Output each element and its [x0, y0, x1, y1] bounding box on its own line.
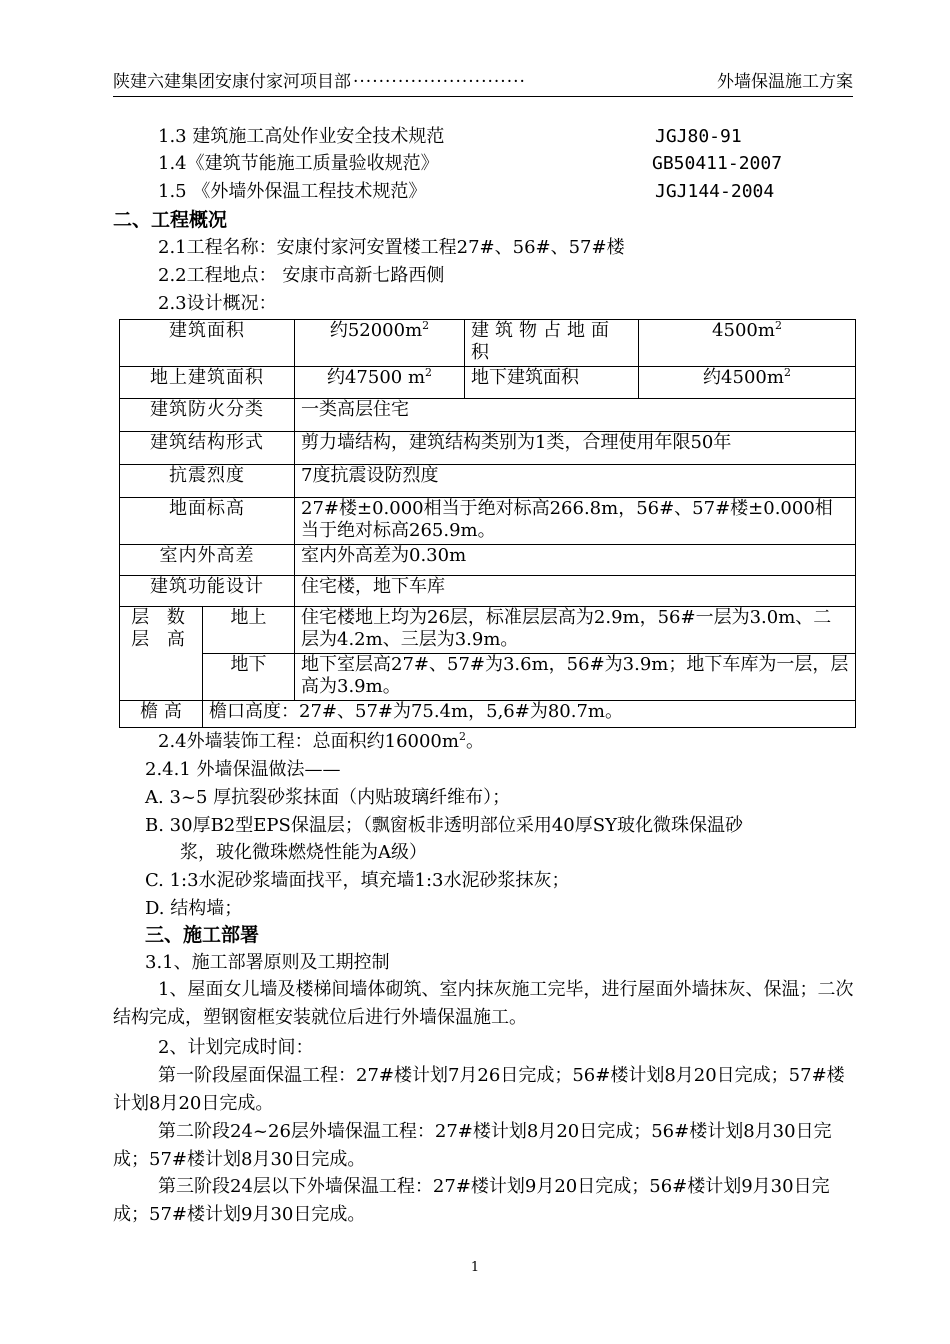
cell-label: 地下: [203, 654, 295, 701]
standard-1-4: 1.4《建筑节能施工质量验收规范》: [158, 153, 439, 174]
cell-value: $4500m^2$: [639, 320, 856, 367]
cell-label: 地上: [203, 607, 295, 654]
paragraph: 第一阶段屋面保温工程：27#楼计划7月26日完成；56#楼计划8月20日完成；57#楼计划8月20日完成。: [113, 1065, 845, 1114]
table-row: [120, 654, 856, 701]
section-3-title: 三、施工部署: [145, 924, 260, 946]
paragraph: 第三阶段24层以下外墙保温工程：27#楼计划9月20日完成；56#楼计划9月30日完成；57#楼计划9月30日完成。: [113, 1176, 830, 1225]
cell-value: 室内外高差为0.30m: [295, 545, 856, 576]
cell-label: 层 数 层 高: [120, 607, 203, 701]
table-row: [120, 607, 856, 654]
table-row: [120, 399, 856, 432]
cell-label: 建筑结构形式: [120, 432, 295, 465]
cell-value: 约$4500m^2$: [639, 367, 856, 399]
cell-value: 约47500 $m^2$: [295, 367, 465, 399]
cell-label: 建筑物占地面积: [465, 320, 639, 367]
cell-label: 抗震烈度: [120, 465, 295, 498]
cell-label: 室内外高差: [120, 545, 295, 576]
standard-1-4-code: GB50411-2007: [652, 153, 783, 174]
cell-value: 住宅楼地上均为26层，标准层层高为2.9m，56#一层为3.0m、二层为4.2m、三层为3.9m。: [295, 607, 856, 654]
layer-b: B. 30厚B2型EPS保温层；（飘窗板非透明部位采用40厚SY玻化微珠保温砂: [145, 815, 743, 836]
standard-1-5: 1.5 《外墙外保温工程技术规范》: [158, 181, 427, 202]
cell-value: 剪力墙结构，建筑结构类别为1类，合理使用年限50年: [295, 432, 856, 465]
layer-d: D. 结构墙；: [145, 898, 243, 919]
table-row: [120, 465, 856, 498]
standard-1-3: 1.3 建筑施工高处作业安全技术规范: [158, 126, 445, 147]
table-row: [120, 701, 856, 728]
table-row: [120, 320, 856, 367]
table-row: [120, 367, 856, 399]
cell-label: 地面标高: [120, 498, 295, 545]
section-3-1: 3.1、施工部署原则及工期控制: [145, 952, 390, 973]
cell-label: 檐 高: [120, 701, 203, 728]
header-dots: ···························: [353, 72, 526, 92]
cell-label: 建筑面积: [120, 320, 295, 367]
layer-c: C. 1:3水泥砂浆墙面找平，填充墙1:3水泥砂浆抹灰；: [145, 870, 570, 891]
standard-1-3-code: JGJ80-91: [655, 126, 742, 147]
page-number: 1: [470, 1260, 480, 1275]
paragraph: 2、计划完成时间：: [158, 1037, 314, 1058]
cell-value: 7度抗震设防烈度: [295, 465, 856, 498]
table-row: [120, 432, 856, 465]
paragraph: 第二阶段24~26层外墙保温工程：27#楼计划8月20日完成；56#楼计划8月30日完成；57#楼计划8月30日完成。: [113, 1121, 832, 1170]
table-row: [120, 545, 856, 576]
cell-value: 27#楼±0.000相当于绝对标高266.8m，56#、57#楼±0.000相当于绝对标高265.9m。: [295, 498, 856, 545]
cell-label: 建筑防火分类: [120, 399, 295, 432]
cell-label: 地下建筑面积: [465, 367, 639, 399]
standard-1-5-code: JGJ144-2004: [655, 181, 775, 202]
design-overview: 2.3设计概况：: [158, 293, 277, 314]
layer-b-cont: 浆，玻化微珠燃烧性能为A级）: [180, 842, 427, 863]
header-right: 外墙保温施工方案: [717, 72, 853, 92]
cell-label: 建筑功能设计: [120, 576, 295, 607]
layer-a: A. 3~5 厚抗裂砂浆抹面（内贴玻璃纤维布）；: [145, 787, 511, 808]
table-row: [120, 576, 856, 607]
cell-label: 地上建筑面积: [120, 367, 295, 399]
project-location: 2.2工程地点： 安康市高新七路西侧: [158, 265, 445, 286]
facade-total: 2.4外墙装饰工程：总面积约$16000m^2$。: [158, 730, 484, 752]
cell-value: 约$52000m^2$: [295, 320, 465, 367]
cell-value: 一类高层住宅: [295, 399, 856, 432]
project-name: 2.1工程名称：安康付家河安置楼工程27#、56#、57#楼: [158, 237, 625, 258]
section-2-title: 二、工程概况: [113, 209, 228, 231]
cell-value: 地下室层高27#、57#为3.6m，56#为3.9m；地下车库为一层，层高为3.9m。: [295, 654, 856, 701]
table-row: [120, 498, 856, 545]
page-header: [113, 68, 853, 97]
insulation-title: 2.4.1 外墙保温做法——: [145, 759, 341, 780]
design-table: [119, 319, 856, 728]
cell-value: 檐口高度：27#、57#为75.4m，5,6#为80.7m。: [203, 701, 856, 728]
paragraph: 1、屋面女儿墙及楼梯间墙体砌筑、室内抹灰施工完毕，进行屋面外墙抹灰、保温；二次结构完成，塑钢窗框安装就位后进行外墙保温施工。: [113, 979, 854, 1028]
header-left: 陕建六建集团安康付家河项目部: [113, 72, 351, 92]
cell-value: 住宅楼，地下车库: [295, 576, 856, 607]
